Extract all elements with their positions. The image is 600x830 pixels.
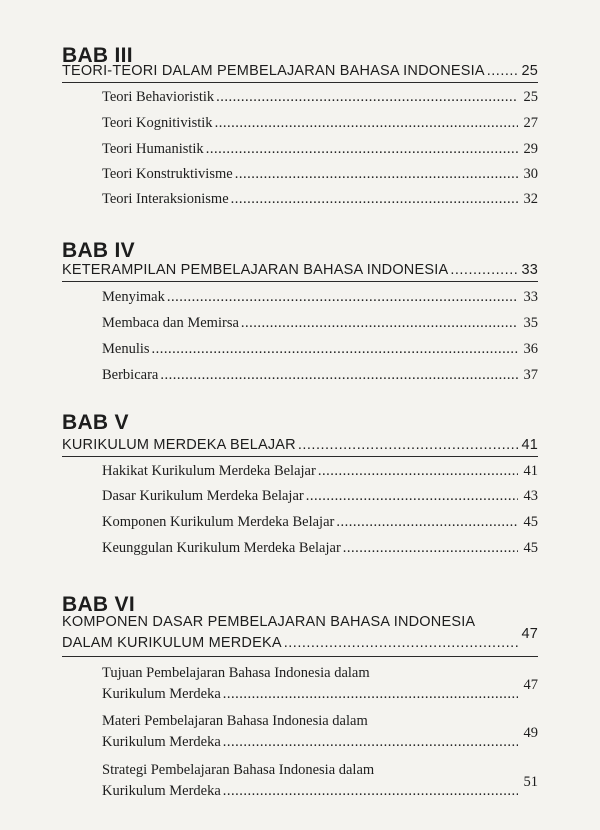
entry-label: Berbicara [102, 367, 159, 383]
page-number: 25 [523, 89, 538, 105]
toc-entry[interactable] [102, 713, 538, 751]
dot-leader [284, 635, 518, 651]
chapter-title-line1: KOMPONEN DASAR PEMBELAJARAN BAHASA INDONESIA [62, 614, 476, 630]
page-number: 32 [523, 191, 538, 207]
dot-leader [241, 315, 518, 332]
chapter-divider [62, 82, 538, 83]
chapter-heading: BAB IV [62, 239, 135, 262]
chapter-title: KETERAMPILAN PEMBELAJARAN BAHASA INDONESIA [62, 262, 449, 278]
toc-entry[interactable] [102, 141, 538, 158]
entry-label-line1: Tujuan Pembelajaran Bahasa Indonesia dalam [102, 665, 370, 681]
chapter-title-entry[interactable] [62, 614, 538, 651]
page-number: 35 [523, 315, 538, 331]
entry-label-line2: Kurikulum Merdeka [102, 734, 221, 750]
dot-leader [450, 262, 518, 278]
chapter-title: KURIKULUM MERDEKA BELAJAR [62, 437, 296, 453]
entry-label: Komponen Kurikulum Merdeka Belajar [102, 514, 335, 530]
toc-entry[interactable] [102, 488, 538, 505]
entry-label: Teori Konstruktivisme [102, 166, 233, 182]
page-number: 43 [523, 488, 538, 504]
entry-label: Teori Humanistik [102, 141, 204, 157]
dot-leader [235, 166, 518, 183]
dot-leader [167, 289, 518, 306]
entry-label: Keunggulan Kurikulum Merdeka Belajar [102, 540, 341, 556]
page-number: 29 [523, 141, 538, 157]
entry-label-line2: Kurikulum Merdeka [102, 686, 221, 702]
dot-leader [336, 514, 518, 531]
dot-leader [223, 734, 518, 751]
page-number: 33 [523, 289, 538, 305]
toc-entry[interactable] [102, 762, 538, 800]
chapter-title: TEORI-TEORI DALAM PEMBELAJARAN BAHASA INDONESIA [62, 63, 485, 79]
page-number: 33 [521, 262, 538, 278]
entry-label-line1: Strategi Pembelajaran Bahasa Indonesia dalam [102, 762, 375, 778]
page-number: 37 [523, 367, 538, 383]
page-number: 45 [523, 540, 538, 556]
chapter-divider [62, 281, 538, 282]
page-number: 41 [521, 437, 538, 453]
page-number: 47 [523, 677, 538, 693]
dot-leader [487, 63, 518, 79]
entry-label-line2: Kurikulum Merdeka [102, 783, 221, 799]
entry-label-line1: Materi Pembelajaran Bahasa Indonesia dalam [102, 713, 368, 729]
entry-label: Membaca dan Memirsa [102, 315, 239, 331]
dot-leader [306, 488, 518, 505]
entry-label: Hakikat Kurikulum Merdeka Belajar [102, 463, 316, 479]
dot-leader [206, 141, 518, 158]
dot-leader [216, 89, 518, 106]
chapter-heading: BAB V [62, 411, 129, 434]
entry-label: Teori Interaksionisme [102, 191, 229, 207]
page-number: 25 [521, 63, 538, 79]
dot-leader [215, 115, 518, 132]
toc-entry[interactable] [102, 540, 538, 557]
dot-leader [160, 367, 518, 384]
page-number: 36 [523, 341, 538, 357]
page-number: 49 [523, 725, 538, 741]
chapter-divider [62, 456, 538, 457]
dot-leader [231, 191, 518, 208]
toc-entry[interactable] [102, 166, 538, 183]
chapter-heading: BAB VI [62, 593, 135, 616]
dot-leader [298, 437, 518, 453]
toc-entry[interactable] [102, 89, 538, 106]
page-number: 41 [523, 463, 538, 479]
page-number: 45 [523, 514, 538, 530]
toc-entry[interactable] [102, 367, 538, 384]
page-number: 51 [523, 774, 538, 790]
chapter-title-line2: DALAM KURIKULUM MERDEKA [62, 635, 282, 651]
toc-entry[interactable] [102, 289, 538, 306]
chapter-title-entry[interactable] [62, 262, 538, 278]
entry-label: Teori Kognitivistik [102, 115, 213, 131]
dot-leader [343, 540, 518, 557]
entry-label: Dasar Kurikulum Merdeka Belajar [102, 488, 304, 504]
toc-entry[interactable] [102, 665, 538, 703]
entry-label: Menyimak [102, 289, 165, 305]
chapter-title-entry[interactable] [62, 437, 538, 453]
toc-entry[interactable] [102, 115, 538, 132]
entry-label: Teori Behavioristik [102, 89, 215, 105]
page-number: 30 [523, 166, 538, 182]
chapter-divider [62, 656, 538, 657]
toc-entry[interactable] [102, 341, 538, 358]
entry-label: Menulis [102, 341, 150, 357]
toc-entry[interactable] [102, 315, 538, 332]
dot-leader [223, 686, 518, 703]
page-number: 47 [521, 626, 538, 642]
chapter-title-entry[interactable] [62, 63, 538, 79]
dot-leader [152, 341, 518, 358]
toc-entry[interactable] [102, 191, 538, 208]
chapter-heading: BAB III [62, 44, 133, 67]
dot-leader [223, 783, 518, 800]
toc-entry[interactable] [102, 463, 538, 480]
toc-entry[interactable] [102, 514, 538, 531]
dot-leader [318, 463, 518, 480]
page-number: 27 [523, 115, 538, 131]
